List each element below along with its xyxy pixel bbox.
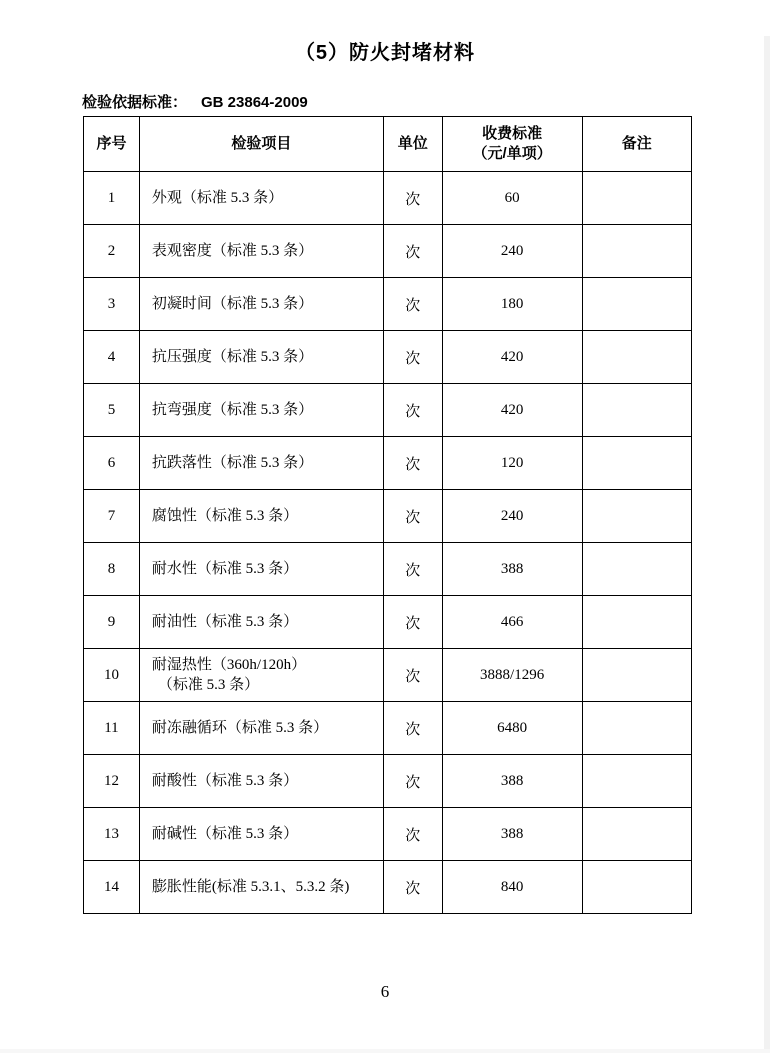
- table-row: [84, 543, 692, 596]
- row-remark-cell: [582, 861, 691, 914]
- scan-edge-bottom: [0, 1049, 770, 1053]
- row-index-cell: 10: [84, 649, 140, 702]
- row-remark-cell: [582, 225, 691, 278]
- row-fee-cell: 6480: [442, 702, 582, 755]
- row-item-cell: 初凝时间（标准 5.3 条）: [139, 278, 383, 331]
- table-header-row: [84, 117, 692, 172]
- row-item-cell: 腐蚀性（标准 5.3 条）: [139, 490, 383, 543]
- row-index-cell: 12: [84, 755, 140, 808]
- row-index-cell: 8: [84, 543, 140, 596]
- column-header-fee-line2: （元/单项）: [472, 145, 552, 162]
- row-remark-cell: [582, 331, 691, 384]
- row-item-cell: 抗压强度（标准 5.3 条）: [139, 331, 383, 384]
- row-unit-cell: 次: [383, 702, 442, 755]
- table-row: [84, 702, 692, 755]
- row-remark-cell: [582, 808, 691, 861]
- table-row: [84, 437, 692, 490]
- row-fee-cell: 420: [442, 384, 582, 437]
- row-item-cell: 膨胀性能(标准 5.3.1、5.3.2 条): [139, 861, 383, 914]
- row-remark-cell: [582, 490, 691, 543]
- row-remark-cell: [582, 649, 691, 702]
- row-index-cell: 13: [84, 808, 140, 861]
- row-fee-cell: 240: [442, 225, 582, 278]
- row-unit-cell: 次: [383, 861, 442, 914]
- row-unit-cell: 次: [383, 278, 442, 331]
- row-item-cell: 耐水性（标准 5.3 条）: [139, 543, 383, 596]
- row-unit-cell: 次: [383, 543, 442, 596]
- table-row: [84, 225, 692, 278]
- row-unit-cell: 次: [383, 437, 442, 490]
- row-unit-cell: 次: [383, 808, 442, 861]
- row-index-cell: 11: [84, 702, 140, 755]
- row-unit-cell: 次: [383, 225, 442, 278]
- row-index-cell: 3: [84, 278, 140, 331]
- row-item-cell: 抗跌落性（标准 5.3 条）: [139, 437, 383, 490]
- row-index-cell: 5: [84, 384, 140, 437]
- row-remark-cell: [582, 543, 691, 596]
- row-fee-cell: 240: [442, 490, 582, 543]
- column-header-item: 检验项目: [139, 117, 383, 172]
- table-row: [84, 490, 692, 543]
- row-item-cell: 耐冻融循环（标准 5.3 条）: [139, 702, 383, 755]
- column-header-index: 序号: [84, 117, 140, 172]
- table-row: [84, 331, 692, 384]
- row-unit-cell: 次: [383, 596, 442, 649]
- row-index-cell: 1: [84, 172, 140, 225]
- standard-value: GB 23864-2009: [201, 94, 308, 111]
- row-item-cell: 抗弯强度（标准 5.3 条）: [139, 384, 383, 437]
- row-item-cell: [139, 649, 383, 702]
- table-row: [84, 172, 692, 225]
- row-unit-cell: 次: [383, 331, 442, 384]
- row-remark-cell: [582, 596, 691, 649]
- table-row: [84, 596, 692, 649]
- row-fee-cell: 388: [442, 755, 582, 808]
- row-item-cell: 耐碱性（标准 5.3 条）: [139, 808, 383, 861]
- row-remark-cell: [582, 384, 691, 437]
- row-item-cell: 耐油性（标准 5.3 条）: [139, 596, 383, 649]
- column-header-fee: [442, 117, 582, 172]
- row-unit-cell: 次: [383, 384, 442, 437]
- column-header-unit: 单位: [383, 117, 442, 172]
- row-fee-cell: 420: [442, 331, 582, 384]
- page-number: 6: [380, 982, 390, 1001]
- row-item-line2: （标准 5.3 条）: [157, 677, 260, 693]
- column-header-fee-line1: 收费标准: [482, 125, 543, 142]
- row-fee-cell: 3888/1296: [442, 649, 582, 702]
- row-item-cell: 表观密度（标准 5.3 条）: [139, 225, 383, 278]
- row-fee-cell: 180: [442, 278, 582, 331]
- row-fee-cell: 388: [442, 808, 582, 861]
- table-row: [84, 384, 692, 437]
- document-page: [0, 36, 770, 1053]
- row-unit-cell: 次: [383, 172, 442, 225]
- table-row: [84, 861, 692, 914]
- fee-table: [83, 116, 692, 914]
- standard-label: 检验依据标准：: [82, 94, 188, 111]
- row-index-cell: 9: [84, 596, 140, 649]
- row-unit-cell: 次: [383, 755, 442, 808]
- row-remark-cell: [582, 172, 691, 225]
- row-fee-cell: 466: [442, 596, 582, 649]
- row-remark-cell: [582, 437, 691, 490]
- table-row: [84, 278, 692, 331]
- row-item-line1: 耐湿热性（360h/120h）: [151, 657, 307, 673]
- row-unit-cell: 次: [383, 490, 442, 543]
- row-remark-cell: [582, 702, 691, 755]
- row-fee-cell: 120: [442, 437, 582, 490]
- page-title: （5）防火封堵材料: [294, 42, 476, 64]
- table-row: [84, 808, 692, 861]
- row-fee-cell: 60: [442, 172, 582, 225]
- row-item-cell: 耐酸性（标准 5.3 条）: [139, 755, 383, 808]
- table-row: [84, 649, 692, 702]
- row-remark-cell: [582, 278, 691, 331]
- row-item-cell: 外观（标准 5.3 条）: [139, 172, 383, 225]
- standard-reference-line: [82, 91, 770, 112]
- scan-edge-right: [764, 36, 770, 1053]
- row-fee-cell: 388: [442, 543, 582, 596]
- row-index-cell: 2: [84, 225, 140, 278]
- row-index-cell: 7: [84, 490, 140, 543]
- row-fee-cell: 840: [442, 861, 582, 914]
- row-index-cell: 6: [84, 437, 140, 490]
- row-unit-cell: 次: [383, 649, 442, 702]
- table-row: [84, 755, 692, 808]
- row-index-cell: 14: [84, 861, 140, 914]
- row-index-cell: 4: [84, 331, 140, 384]
- row-remark-cell: [582, 755, 691, 808]
- column-header-remark: 备注: [582, 117, 691, 172]
